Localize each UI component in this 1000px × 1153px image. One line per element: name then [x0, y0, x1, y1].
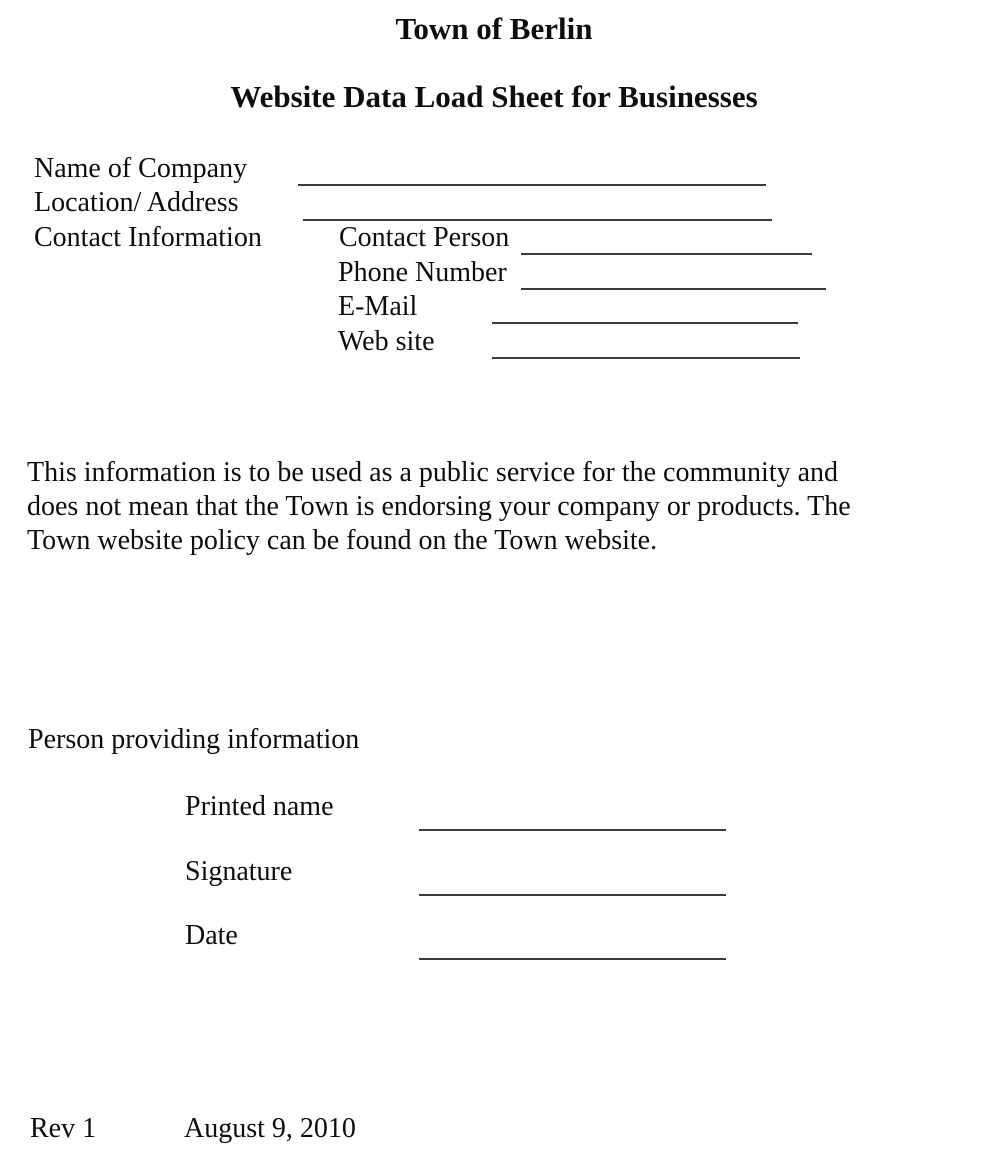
field-label-date: Date — [185, 920, 238, 951]
email-blank-line — [492, 322, 798, 324]
field-label-web-site: Web site — [338, 326, 435, 357]
web-site-blank-line — [492, 357, 800, 359]
notice-line-1: This information is to be used as a public service for the community and — [27, 457, 839, 488]
field-label-contact-information: Contact Information — [34, 222, 262, 253]
provider-section-heading: Person providing information — [28, 724, 360, 755]
field-label-name-of-company: Name of Company — [34, 153, 248, 184]
revision-date: August 9, 2010 — [184, 1113, 356, 1144]
document-subtitle: Website Data Load Sheet for Businesses — [230, 79, 758, 114]
phone-number-blank-line — [521, 288, 826, 290]
revision-label: Rev 1 — [30, 1113, 97, 1144]
date-blank-line — [419, 958, 726, 960]
field-label-printed-name: Printed name — [185, 791, 334, 822]
document-title: Town of Berlin — [395, 11, 593, 46]
field-label-location-address: Location/ Address — [34, 187, 239, 218]
contact-person-blank-line — [521, 253, 812, 255]
field-label-email: E-Mail — [338, 291, 418, 322]
field-label-contact-person: Contact Person — [339, 222, 510, 253]
field-label-phone-number: Phone Number — [338, 257, 507, 288]
notice-line-2: does not mean that the Town is endorsing your company or products. The — [27, 491, 851, 522]
signature-blank-line — [419, 894, 726, 896]
printed-name-blank-line — [419, 829, 726, 831]
field-label-signature: Signature — [185, 856, 293, 887]
notice-line-3: Town website policy can be found on the Town website. — [27, 525, 658, 556]
name-of-company-blank-line — [298, 184, 766, 186]
